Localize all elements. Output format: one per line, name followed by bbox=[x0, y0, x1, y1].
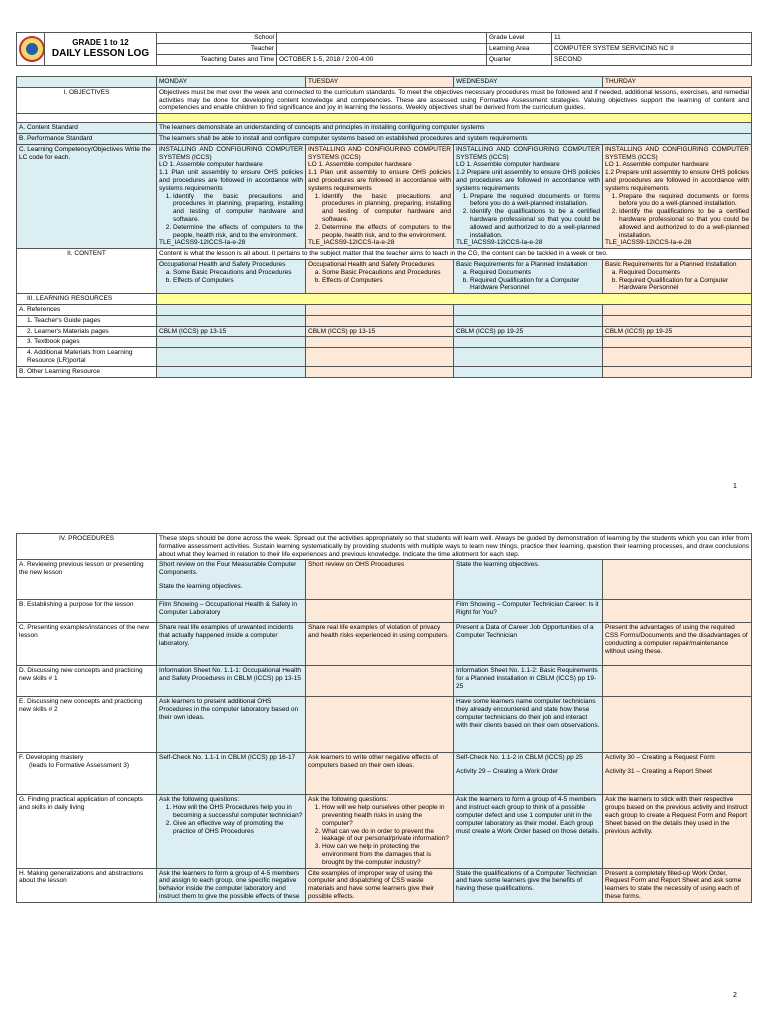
lc-sub: 1.2 Prepare unit assembly to ensure OHS policies and procedures are followed in accordance with systems requirements bbox=[456, 169, 600, 192]
dates-field[interactable]: OCTOBER 1-5, 2018 / 2:00-4:00 bbox=[277, 55, 487, 66]
step-h-wednesday: State the qualifications of a Computer Technician and have some learners give the benefits of having these qualifications. bbox=[454, 868, 603, 902]
step-a-mon-text-2: State the learning objectives. bbox=[159, 582, 243, 590]
content-monday bbox=[157, 259, 306, 293]
step-g-tuesday bbox=[306, 795, 454, 868]
performance-standard-row bbox=[17, 133, 752, 144]
step-c-label: C. Presenting examples/instances of the new lesson bbox=[17, 623, 157, 666]
school-field[interactable] bbox=[277, 33, 487, 44]
learners-materials-label: 2. Learner's Materials pages bbox=[17, 326, 157, 337]
page-title: DAILY LESSON LOG bbox=[51, 47, 150, 59]
question-item: 1. How will the OHS Procedures help you in becoming a successful computer technician? bbox=[173, 804, 303, 820]
question-item: 2. What can we do in order to prevent the leakage of our personal/private information? bbox=[322, 828, 451, 844]
step-g-wednesday: Ask the learners to form a group of 4-5 members and instruct each group to think of a possible computer defect and use 1 computer unit in the computer laboratory as their model. Each group must create a Work Order based on those details. bbox=[454, 795, 603, 868]
other-resource-row bbox=[17, 366, 752, 377]
step-f-label-2: (leads to Formative Assessment 3) bbox=[29, 762, 130, 770]
lc-wednesday bbox=[454, 144, 603, 248]
question-item: 2. Give an effective way of promoting the practice of OHS Procedures bbox=[173, 820, 303, 836]
dates-label: Teaching Dates and Time bbox=[157, 55, 277, 66]
lc-lo: LO 1. Assemble computer hardware bbox=[159, 161, 263, 169]
step-f-monday: Self-Check No. 1.1-1 in CBLM (ICCS) pp 16-17 bbox=[157, 753, 306, 795]
step-b-wednesday: Film Showing – Computer Technician Career: Is it Right for You? bbox=[454, 600, 603, 623]
content-item: a. Required Documents bbox=[470, 269, 600, 277]
learning-competency-row bbox=[17, 144, 752, 248]
step-c-wednesday: Present a Data of Career Job Opportunities of a Computer Technician bbox=[454, 623, 603, 666]
step-g-row bbox=[17, 795, 752, 868]
day-thursday: THURDAY bbox=[603, 77, 752, 88]
cell bbox=[306, 315, 454, 326]
teachers-guide-label: 1. Teacher's Guide pages bbox=[17, 315, 157, 326]
lesson-table-page1 bbox=[16, 76, 752, 378]
cell bbox=[454, 366, 603, 377]
procedures-row bbox=[17, 534, 752, 560]
step-d-label: D. Discussing new concepts and practicing new skills # 1 bbox=[17, 666, 157, 697]
content-item: b. Required Qualification for a Computer Hardware Personnel bbox=[470, 277, 600, 293]
lesson-table-page2 bbox=[16, 533, 752, 903]
teacher-field[interactable] bbox=[277, 44, 487, 55]
step-a-tuesday: Short review on OHS Procedures bbox=[306, 560, 454, 600]
lc-heading: INSTALLING AND CONFIGURING COMPUTER SYSTEMS (ICCS) bbox=[159, 145, 303, 161]
lc-item: 1. Identify the basic precautions and procedures in planning, preparing, installing and testing of computer hardware and software. bbox=[173, 193, 303, 224]
lm-monday: CBLM (ICCS) pp 13-15 bbox=[157, 326, 306, 337]
content-label: II. CONTENT bbox=[17, 249, 157, 294]
step-g-mon-intro: Ask the following questions: bbox=[159, 796, 240, 804]
cell bbox=[306, 304, 454, 315]
content-title: Basic Requirements for a Planned Installation bbox=[456, 260, 588, 268]
content-title: Basic Requirements for a Planned Installation bbox=[605, 260, 737, 268]
lc-monday bbox=[157, 144, 306, 248]
step-b-tuesday bbox=[306, 600, 454, 623]
step-f-wednesday bbox=[454, 753, 603, 795]
references-row bbox=[17, 304, 752, 315]
content-tuesday bbox=[306, 259, 454, 293]
spacer-cell bbox=[157, 114, 752, 123]
step-d-row bbox=[17, 666, 752, 697]
lc-lo: LO 1. Assemble computer hardware bbox=[456, 161, 560, 169]
cell bbox=[454, 304, 603, 315]
content-title: Occupational Health and Safety Procedures bbox=[308, 260, 435, 268]
day-monday: MONDAY bbox=[157, 77, 306, 88]
page-number-1: 1 bbox=[733, 483, 737, 490]
content-row bbox=[17, 249, 752, 260]
content-item: a. Required Documents bbox=[619, 269, 749, 277]
step-e-wednesday: Have some learners name computer technicians they already encountered and state how these computer technicians do their job and interact with their clients based on their own observations. bbox=[454, 697, 603, 753]
cell bbox=[157, 337, 306, 348]
references-label: A. References bbox=[17, 304, 157, 315]
step-c-row bbox=[17, 623, 752, 666]
cell bbox=[157, 315, 306, 326]
cell bbox=[454, 348, 603, 367]
lc-item: 2. Determine the effects of computers to the people, health risk, and to the environment. bbox=[322, 224, 451, 240]
step-h-row bbox=[17, 868, 752, 902]
question-item: 1. How will we help ourselves other people in preventing health risks in using the computer? bbox=[322, 804, 451, 827]
step-h-label: H. Making generalizations and abstractions about the lesson bbox=[17, 868, 157, 902]
step-f-thu-text-2: Activity 31 – Creating a Report Sheet bbox=[605, 768, 712, 776]
step-d-thursday bbox=[603, 666, 752, 697]
learners-materials-row bbox=[17, 326, 752, 337]
step-e-thursday bbox=[603, 697, 752, 753]
resources-label: III. LEARNING RESOURCES bbox=[17, 294, 157, 305]
content-item: a. Some Basic Precautions and Procedures bbox=[173, 269, 303, 277]
grade-level-field[interactable]: 11 bbox=[552, 33, 752, 44]
cell bbox=[306, 366, 454, 377]
lc-code: TLE_IACSS9-12ICCS-Ia-e-28 bbox=[159, 239, 246, 247]
content-text: Content is what the lesson is all about. It pertains to the subject matter that the teacher aims to teach in the CG, the content can be tackled in a week or two. bbox=[157, 249, 752, 260]
teacher-label: Teacher bbox=[157, 44, 277, 55]
deped-seal-logo bbox=[17, 33, 45, 66]
content-wednesday bbox=[454, 259, 603, 293]
lc-code: TLE_IACSS9-12ICCS-Ia-e-28 bbox=[308, 239, 395, 247]
content-standard-label: A. Content Standard bbox=[17, 123, 157, 134]
lm-thursday: CBLM (ICCS) pp 19-25 bbox=[603, 326, 752, 337]
lc-heading: INSTALLING AND CONFIGURING COMPUTER SYSTEMS (ICCS) bbox=[308, 145, 451, 161]
lc-item: 1. Identify the basic precautions and procedures in planning, preparing, installing and testing of computer hardware and software. bbox=[322, 193, 451, 224]
step-e-tuesday bbox=[306, 697, 454, 753]
additional-materials-row bbox=[17, 348, 752, 367]
step-g-thursday: Ask the learners to stick with their respective groups based on the previous activity and instruct each group to create a Request Form and Report Sheet based on the details they used in the previous activity. bbox=[603, 795, 752, 868]
quarter-label: Quarter bbox=[487, 55, 552, 66]
step-c-tuesday: Share real life examples of violation of privacy and health risks experienced in using computers. bbox=[306, 623, 454, 666]
step-c-monday: Share real life examples of unwanted incidents that actually happened inside a computer laboratory. bbox=[157, 623, 306, 666]
cell bbox=[603, 315, 752, 326]
content-item: a. Some Basic Precautions and Procedures bbox=[322, 269, 451, 277]
content-item: b. Effects of Computers bbox=[322, 277, 451, 285]
school-label: School bbox=[157, 33, 277, 44]
step-b-label: B. Establishing a purpose for the lesson bbox=[17, 600, 157, 623]
additional-materials-label: 4. Additional Materials from Learning Resource (LR)portal bbox=[17, 348, 157, 367]
other-resource-label: B. Other Learning Resource bbox=[17, 366, 157, 377]
step-b-thursday bbox=[603, 600, 752, 623]
day-wednesday: WEDNESDAY bbox=[454, 77, 603, 88]
step-g-label: G. Finding practical application of concepts and skills in daily living bbox=[17, 795, 157, 868]
content-item: b. Effects of Computers bbox=[173, 277, 303, 285]
step-f-row bbox=[17, 753, 752, 795]
learning-area-label: Learning Area bbox=[487, 44, 552, 55]
seal-icon bbox=[19, 36, 45, 62]
step-d-monday: Information Sheet No. 1.1-1: Occupational Health and Safety Procedures in CBLM (ICCS) pp 13-15 bbox=[157, 666, 306, 697]
objectives-text: Objectives must be met over the week and connected to the curriculum standards. To meet the objectives necessary procedures must be followed and if needed, additional lessons, exercises, and remedial activities may be done for developing content knowledge and competencies. These are assessed using Formative Assessment strategies. Valuing objectives support the learning of content and competencies and enable children to find significance and joy in learning the lessons. Weekly objectives shall be derived from the curriculum guides. bbox=[157, 87, 752, 113]
step-g-monday bbox=[157, 795, 306, 868]
lc-code: TLE_IACSS9-12ICCS-Ia-e-28 bbox=[605, 239, 692, 247]
objectives-row bbox=[17, 87, 752, 113]
lc-item: 2. Identify the qualifications to be a certified hardware professional so that you could be allowed and authorized to do a well-planned installation. bbox=[470, 208, 600, 239]
learning-area-field[interactable]: COMPUTER SYSTEM SERVICING NC II bbox=[552, 44, 752, 55]
step-f-thu-text: Activity 30 – Creating a Request Form bbox=[605, 754, 715, 762]
cell bbox=[157, 366, 306, 377]
lc-sub: 1.1 Plan unit assembly to ensure OHS policies and procedures are followed in accordance with systems requirements bbox=[308, 169, 451, 192]
lc-lo: LO 1. Assemble computer hardware bbox=[605, 161, 709, 169]
step-d-wednesday: Information Sheet No. 1.1-2: Basic Requirements for a Planned Installation in CBLM (ICCS) pp 19-25 bbox=[454, 666, 603, 697]
lc-sub: 1.2 Prepare unit assembly to ensure OHS policies and procedures are followed in accordance with systems requirements bbox=[605, 169, 749, 192]
learning-competency-label: C. Learning Competency/Objectives Write the LC code for each. bbox=[17, 144, 157, 248]
procedures-label: IV. PROCEDURES bbox=[17, 534, 157, 560]
content-item: b. Required Qualification for a Computer Hardware Personnel bbox=[619, 277, 749, 293]
step-f-tuesday: Ask learners to write other negative effects of computers based on their own ideas. bbox=[306, 753, 454, 795]
grade-label: GRADE 1 to 12 bbox=[72, 38, 129, 48]
lc-item: 2. Identify the qualifications to be a certified hardware professional so that you could be allowed and authorized to do a well-planned installation. bbox=[619, 208, 749, 239]
step-h-thursday: Present a completely filled-up Work Order, Request Form and Report Sheet and ask some learners to state the necessity of using each of these forms. bbox=[603, 868, 752, 902]
page-number-2: 2 bbox=[733, 992, 737, 999]
cell bbox=[157, 304, 306, 315]
content-standard-row bbox=[17, 123, 752, 134]
step-a-monday bbox=[157, 560, 306, 600]
step-c-thursday: Present the advantages of using the required CSS Forms/Documents and the disadvantages of conducting a computer repair/maintenance without using these. bbox=[603, 623, 752, 666]
days-row bbox=[17, 77, 752, 88]
cell bbox=[603, 304, 752, 315]
step-e-monday: Ask learners to present additional OHS Procedures in the computer laboratory based on their own ideas. bbox=[157, 697, 306, 753]
content-standard-text: The learners demonstrate an understanding of concepts and principles in installing configuring computer systems bbox=[157, 123, 752, 134]
lc-thursday bbox=[603, 144, 752, 248]
step-f-label: F. Developing mastery bbox=[19, 754, 84, 762]
lm-tuesday: CBLM (ICCS) pp 13-15 bbox=[306, 326, 454, 337]
step-f-wed-text-2: Activity 29 – Creating a Work Order bbox=[456, 768, 559, 776]
lc-heading: INSTALLING AND CONFIGURING COMPUTER SYSTEMS (ICCS) bbox=[605, 145, 749, 161]
day-tuesday: TUESDAY bbox=[306, 77, 454, 88]
step-a-wednesday: State the learning objectives. bbox=[454, 560, 603, 600]
resources-row bbox=[17, 294, 752, 305]
step-a-label: A. Reviewing previous lesson or presenting the new lesson bbox=[17, 560, 157, 600]
step-a-thursday bbox=[603, 560, 752, 600]
cell bbox=[306, 348, 454, 367]
procedures-text: These steps should be done across the week. Spread out the activities appropriately so that students will learn well. Always be guided by demonstration of learning by the students which you can infer from formative assessment activities. Sustain learning systematically by providing students with multiple ways to learn new things, practice their learning, question their learning processes, and draw conclusions about what they learned in relation to their life experiences and previous knowledge. Indicate the time allotment for each step. bbox=[157, 534, 752, 560]
lc-tuesday bbox=[306, 144, 454, 248]
cell bbox=[157, 348, 306, 367]
lc-code: TLE_IACSS9-12ICCS-Ia-e-28 bbox=[456, 239, 543, 247]
lc-item: 1. Prepare the required documents or forms before you do a well-planned installation. bbox=[470, 193, 600, 209]
step-f-label-cell bbox=[17, 753, 157, 795]
resources-fill bbox=[157, 294, 752, 305]
quarter-field[interactable]: SECOND bbox=[552, 55, 752, 66]
blank-header-cell bbox=[17, 77, 157, 88]
step-b-monday: Film Showing – Occupational Health & Safety in Computer Laboratory bbox=[157, 600, 306, 623]
textbook-label: 3. Textbook pages bbox=[17, 337, 157, 348]
step-f-wed-text: Self-Check No. 1.1-2 in CBLM (ICCS) pp 25 bbox=[456, 754, 583, 762]
step-h-tuesday: Cite examples of improper way of using the computer and dispatching of CSS waste materials and have some learners give their possible effects. bbox=[306, 868, 454, 902]
performance-standard-label: B. Performance Standard bbox=[17, 133, 157, 144]
step-d-tuesday bbox=[306, 666, 454, 697]
cell bbox=[454, 315, 603, 326]
textbook-row bbox=[17, 337, 752, 348]
step-a-row bbox=[17, 560, 752, 600]
step-f-thursday bbox=[603, 753, 752, 795]
title-block bbox=[45, 33, 157, 66]
cell bbox=[603, 348, 752, 367]
content-thursday bbox=[603, 259, 752, 293]
grade-level-label: Grade Level bbox=[487, 33, 552, 44]
objectives-label: I. OBJECTIVES bbox=[17, 87, 157, 113]
lc-lo: LO 1. Assemble computer hardware bbox=[308, 161, 412, 169]
page-1 bbox=[16, 32, 751, 378]
step-e-label: E. Discussing new concepts and practicing new skills # 2 bbox=[17, 697, 157, 753]
performance-standard-text: The learners shall be able to install and configure computer systems based on established procedures and system requirements bbox=[157, 133, 752, 144]
step-b-row bbox=[17, 600, 752, 623]
page-2 bbox=[16, 533, 751, 903]
lc-item: 1. Prepare the required documents or forms before you do a well-planned installation. bbox=[619, 193, 749, 209]
step-a-mon-text: Short review on the Four Measurable Computer Components. bbox=[159, 561, 297, 577]
step-h-monday: Ask the learners to form a group of 4-5 members and assign to each group, one specific negative behavior inside the computer laboratory and instruct them to give the possible effects of these bbox=[157, 868, 306, 902]
lm-wednesday: CBLM (ICCS) pp 19-25 bbox=[454, 326, 603, 337]
teachers-guide-row bbox=[17, 315, 752, 326]
lc-sub: 1.1 Plan unit assembly to ensure OHS policies and procedures are followed in accordance with systems requirements bbox=[159, 169, 303, 192]
question-item: 3. How can we help in protecting the environment from the damages that is brought by the computer industry? bbox=[322, 843, 451, 866]
cell bbox=[306, 337, 454, 348]
lc-heading: INSTALLING AND CONFIGURING COMPUTER SYSTEMS (ICCS) bbox=[456, 145, 600, 161]
step-e-row bbox=[17, 697, 752, 753]
cell bbox=[454, 337, 603, 348]
header-table bbox=[16, 32, 752, 66]
lc-item: 2. Determine the effects of computers to the people, health risk, and to the environment. bbox=[173, 224, 303, 240]
spacer-cell bbox=[17, 114, 157, 123]
step-g-tue-intro: Ask the following questions: bbox=[308, 796, 389, 804]
cell bbox=[603, 337, 752, 348]
content-title: Occupational Health and Safety Procedures bbox=[159, 260, 286, 268]
cell bbox=[603, 366, 752, 377]
